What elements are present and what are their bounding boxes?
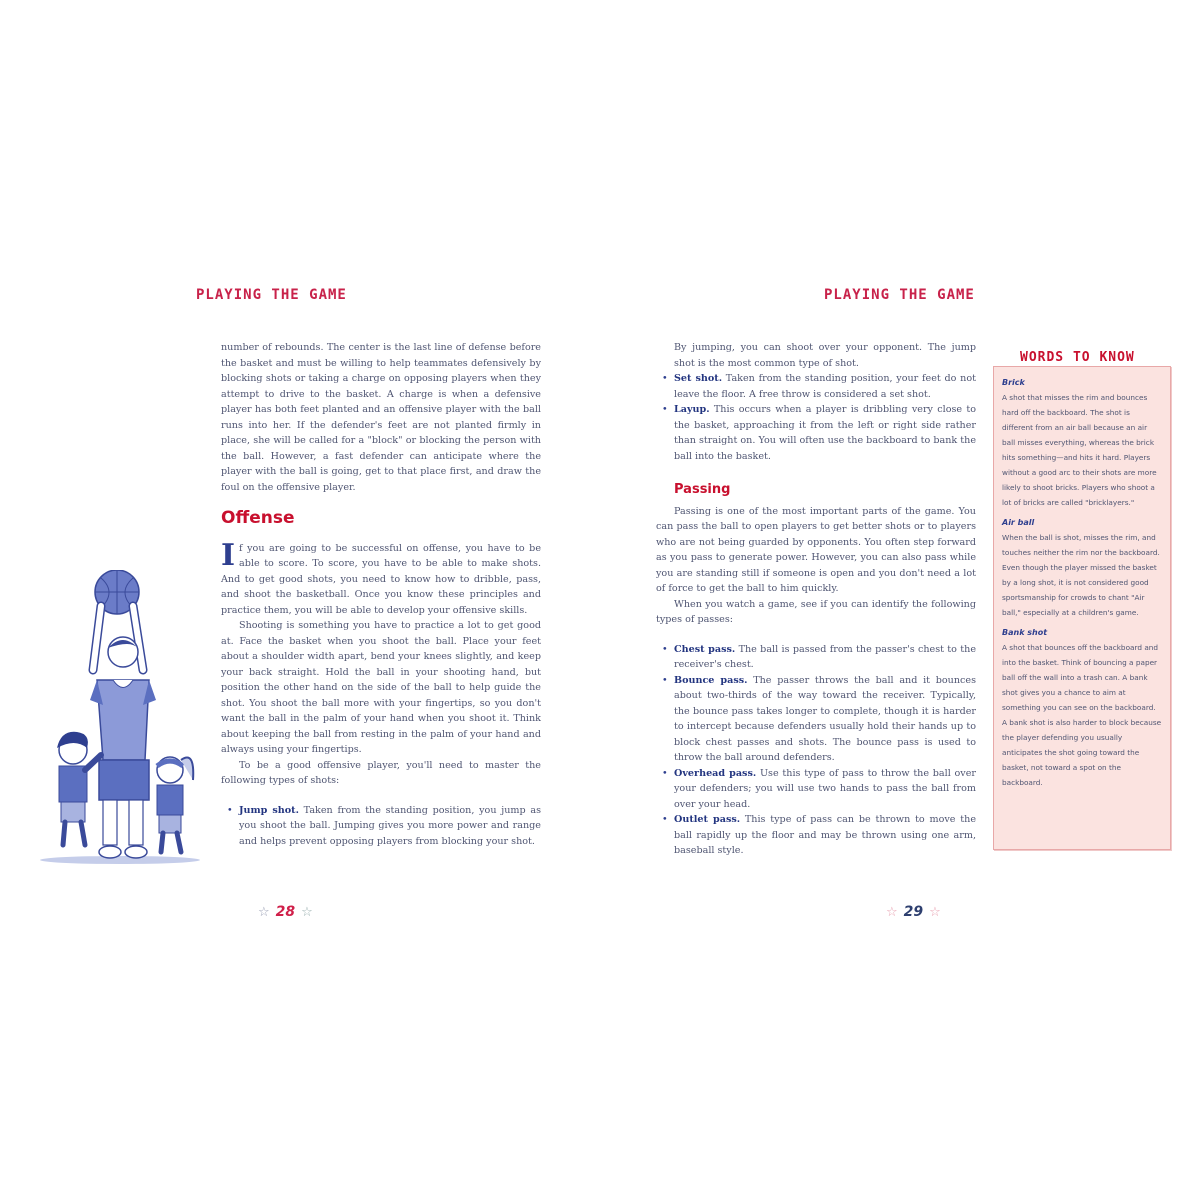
star-icon: ☆ — [301, 905, 313, 920]
page-footer — [886, 904, 941, 920]
term-text: Taken from the standing position, you jump as you shoot the ball. Jumping gives you more power and range and helps prevent opposing players from blocking your shot. — [239, 804, 541, 847]
glossary-entry — [1002, 625, 1162, 790]
intro-text: f you are going to be successful on offense, you have to be able to score. To score, you have to be able to make shots. And to get good shots, you need to know how to dribble, pass, and shoot the basketball. Once you know these principles and practice them, you will be able to develop your offensive skills. — [221, 542, 541, 616]
glossary-term: Brick — [1002, 378, 1025, 387]
running-head: PLAYING THE GAME — [824, 287, 975, 303]
sidebar-title: WORDS TO KNOW — [1020, 350, 1135, 365]
term-text: Use this type of pass to throw the ball over your defenders; you will use two hands to pass the ball from over your head. — [674, 767, 976, 810]
term-label: Overhead pass. — [674, 767, 757, 779]
left-body — [221, 340, 541, 849]
term-label: Bounce pass. — [674, 674, 748, 686]
intro-paragraph — [221, 537, 541, 619]
term-text: Taken from the standing position, your feet do not leave the floor. A free throw is considered a set shot. — [674, 373, 976, 400]
page-footer — [258, 904, 313, 920]
passing-paragraph: Passing is one of the most important parts of the game. You can pass the ball to open players to get better shots or to players who are not being guarded by opponents. You often step forward as you pass to generate power. However, you can also pass while you are standing still if someone is open and you don't need a lot of force to get the ball to him quickly. — [656, 505, 976, 594]
term-text: This occurs when a player is dribbling very close to the basket, approaching it from the left or right side rather than straight on. You will often use the backboard to bank the ball into the basket. — [674, 404, 976, 462]
glossary-entry — [1002, 375, 1162, 510]
list-item — [674, 371, 976, 402]
term-text: The ball is passed from the passer's chest to the receiver's chest. — [674, 643, 976, 670]
glossary-definition: A shot that misses the rim and bounces hard off the backboard. The shot is different from an air ball because an air ball misses everything, whereas the brick hits something—and hits it hard. Players without a good arc to their shots are more likely to shoot bricks. Players who shoot a lot of bricks are called "bricklayers." — [1002, 393, 1157, 507]
list-item — [239, 803, 541, 850]
term-label: Outlet pass. — [674, 814, 741, 825]
list-item — [674, 673, 976, 766]
shooting-paragraph: Shooting is something you have to practice a lot to get good at. Face the basket when you shoot the ball. Place your feet about a shoulder width apart, bend your knees slightly, and keep your back straight. Hold the ball in your shooting hand, but position the other hand on the side of the ball to help guide the shot. You shoot the ball more with your fingertips, so you don't want the ball in the palm of your hand when you shoot it. Think about keeping the ball from resting in the palm of your hand and always using your fingertips. — [221, 620, 541, 755]
list-item — [674, 812, 976, 859]
continuation-paragraph: number of rebounds. The center is the last line of defense before the basket and must be willing to help teammates defensively by blocking shots or taking a charge on opposing players when they attempt to drive to the basket. A charge is when a defensive player has both feet planted and an offensive player with the ball runs into her. If the defender's feet are not planted firmly in place, she will be called for a "block" or blocking the person with the ball. However, a fast defender can anticipate where the player with the ball is going, get to that place first, and draw the foul on the offensive player. — [221, 342, 541, 493]
star-icon: ☆ — [929, 905, 941, 920]
list-item — [674, 766, 976, 813]
drop-cap: I — [221, 537, 236, 573]
section-title-offense: Offense — [221, 508, 295, 528]
term-label: Chest pass. — [674, 643, 736, 655]
term-label: Jump shot. — [239, 804, 299, 816]
list-item — [674, 402, 976, 464]
term-text: The passer throws the ball and it bounces about two-thirds of the way toward the receiver. Typically, the bounce pass takes longer to complete, though it is harder to intercept because defenders usually hold their hands up to block chest passes and shots. The bounce pass is used to throw the ball around defenders. — [674, 674, 977, 763]
glossary-definition: A shot that bounces off the backboard and into the basket. Think of bouncing a paper ball off the wall into a trash can. A bank shot gives you a chance to aim at something you can see on the backboard. A bank shot is also harder to block because the player defending you usually anticipates the shot going toward the basket, not toward a spot on the backboard. — [1002, 643, 1162, 787]
shot-list — [221, 803, 541, 850]
page-number: 28 — [275, 904, 296, 920]
words-to-know-box — [993, 366, 1171, 850]
watch-paragraph: When you watch a game, see if you can identify the following types of passes: — [656, 598, 976, 625]
glossary-definition: When the ball is shot, misses the rim, and touches neither the rim nor the backboard. Even though the player missed the basket by a long shot, it is not considered good sportsmanship for crowds to chant "Air ball," especially at a children's game. — [1002, 533, 1160, 617]
term-text: This type of pass can be thrown to move the ball rapidly up the floor and may be thrown using one arm, baseball style. — [674, 814, 976, 856]
master-paragraph: To be a good offensive player, you'll need to master the following types of shots: — [221, 759, 541, 786]
term-label: Set shot. — [674, 373, 723, 384]
jump-shot-continuation: By jumping, you can shoot over your opponent. The jump shot is the most common type of shot. — [674, 342, 976, 369]
term-label: Layup. — [674, 404, 710, 415]
section-title-passing: Passing — [674, 482, 731, 497]
star-icon: ☆ — [258, 905, 270, 920]
right-body — [656, 340, 976, 859]
pass-list — [656, 642, 976, 859]
star-icon: ☆ — [886, 905, 898, 920]
glossary-term: Bank shot — [1002, 628, 1048, 637]
list-item — [674, 642, 976, 673]
basketball-players-illustration — [35, 570, 205, 870]
glossary-entry — [1002, 515, 1162, 620]
glossary-term: Air ball — [1002, 518, 1035, 527]
running-head: PLAYING THE GAME — [196, 287, 347, 303]
page-number: 29 — [903, 904, 924, 920]
shot-list — [656, 371, 976, 464]
